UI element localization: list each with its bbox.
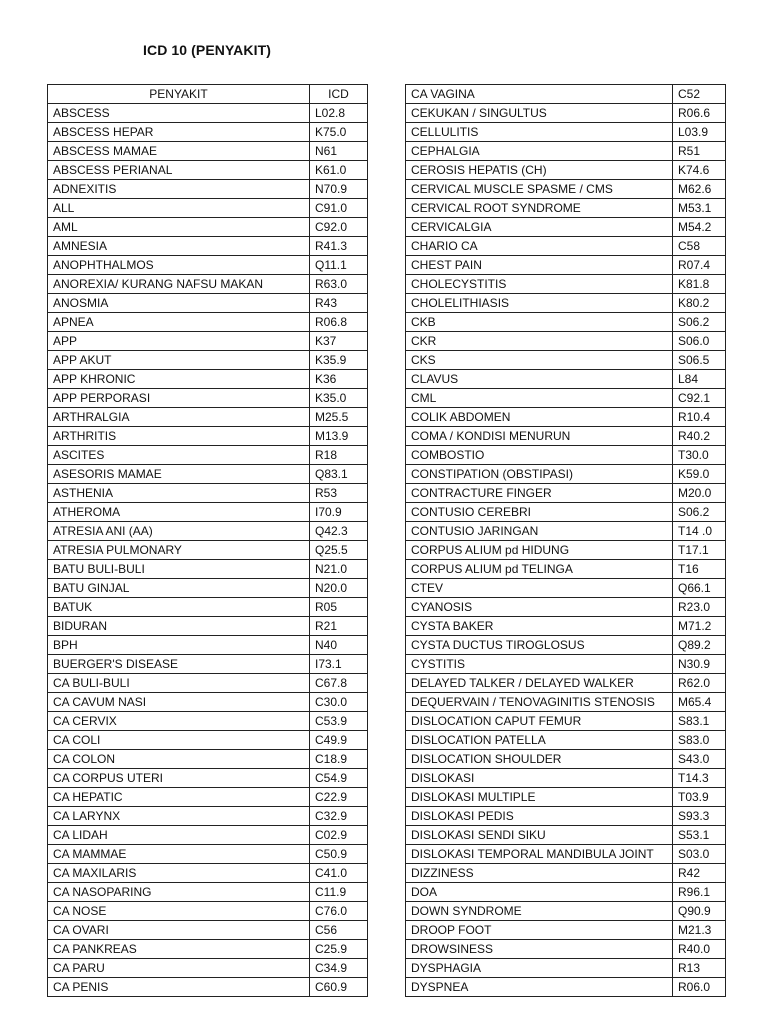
icd-code-cell: N20.0	[310, 579, 368, 598]
icd-code-cell: R51	[673, 142, 726, 161]
disease-name-cell: CTEV	[406, 579, 673, 598]
disease-name-cell: DISLOKASI	[406, 769, 673, 788]
icd-code-cell: C02.9	[310, 826, 368, 845]
table-row	[48, 256, 368, 275]
table-row	[406, 845, 726, 864]
table-row	[48, 750, 368, 769]
icd-code-cell: C22.9	[310, 788, 368, 807]
table-row	[406, 123, 726, 142]
disease-name-cell: CHEST PAIN	[406, 256, 673, 275]
disease-name-cell: ASTHENIA	[48, 484, 310, 503]
table-row	[406, 237, 726, 256]
table-row	[406, 560, 726, 579]
icd-code-cell: R10.4	[673, 408, 726, 427]
disease-name-cell: CKR	[406, 332, 673, 351]
table-row	[48, 598, 368, 617]
disease-name-cell: DROOP FOOT	[406, 921, 673, 940]
disease-name-cell: CONTUSIO JARINGAN	[406, 522, 673, 541]
table-row	[48, 427, 368, 446]
table-row	[48, 237, 368, 256]
disease-name-cell: ATRESIA PULMONARY	[48, 541, 310, 560]
icd-code-cell: S93.3	[673, 807, 726, 826]
icd-code-cell: K36	[310, 370, 368, 389]
icd-code-cell: C58	[673, 237, 726, 256]
disease-name-cell: CYSTA DUCTUS TIROGLOSUS	[406, 636, 673, 655]
table-row	[406, 161, 726, 180]
table-row	[48, 408, 368, 427]
disease-name-cell: CYSTITIS	[406, 655, 673, 674]
icd-code-cell: K75.0	[310, 123, 368, 142]
table-row	[406, 693, 726, 712]
disease-name-cell: BUERGER'S DISEASE	[48, 655, 310, 674]
table-row	[48, 446, 368, 465]
table-row	[48, 389, 368, 408]
table-row	[406, 332, 726, 351]
table-row	[48, 142, 368, 161]
disease-name-cell: DISLOKASI MULTIPLE	[406, 788, 673, 807]
table-row	[48, 617, 368, 636]
table-row	[406, 142, 726, 161]
disease-name-cell: APNEA	[48, 313, 310, 332]
table-row	[406, 978, 726, 997]
disease-name-cell: DROWSINESS	[406, 940, 673, 959]
icd-code-cell: T14 .0	[673, 522, 726, 541]
disease-name-cell: CERVICAL MUSCLE SPASME / CMS	[406, 180, 673, 199]
icd-code-cell: N70.9	[310, 180, 368, 199]
table-row	[406, 864, 726, 883]
icd-code-cell: Q25.5	[310, 541, 368, 560]
disease-name-cell: ATHEROMA	[48, 503, 310, 522]
disease-name-cell: CA COLON	[48, 750, 310, 769]
table-row	[48, 275, 368, 294]
header-penyakit: PENYAKIT	[48, 85, 310, 104]
table-row	[48, 351, 368, 370]
icd-code-cell: N21.0	[310, 560, 368, 579]
disease-name-cell: CA PARU	[48, 959, 310, 978]
disease-name-cell: ALL	[48, 199, 310, 218]
icd-code-cell: R13	[673, 959, 726, 978]
disease-name-cell: ANOPHTHALMOS	[48, 256, 310, 275]
disease-name-cell: DISLOKASI SENDI SIKU	[406, 826, 673, 845]
table-row	[48, 769, 368, 788]
icd-code-cell: S06.2	[673, 313, 726, 332]
table-row	[48, 674, 368, 693]
disease-name-cell: DEQUERVAIN / TENOVAGINITIS STENOSIS	[406, 693, 673, 712]
icd-code-cell: C52	[673, 85, 726, 104]
icd-code-cell: C11.9	[310, 883, 368, 902]
table-row	[406, 503, 726, 522]
table-row	[48, 959, 368, 978]
icd-code-cell: C92.0	[310, 218, 368, 237]
icd-code-cell: C50.9	[310, 845, 368, 864]
icd-code-cell: Q90.9	[673, 902, 726, 921]
table-row	[48, 978, 368, 997]
icd-code-cell: S83.1	[673, 712, 726, 731]
table-row	[406, 104, 726, 123]
icd-code-cell: T14.3	[673, 769, 726, 788]
table-row	[406, 522, 726, 541]
icd-code-cell: R06.6	[673, 104, 726, 123]
icd-code-cell: K59.0	[673, 465, 726, 484]
disease-name-cell: BATU GINJAL	[48, 579, 310, 598]
icd-code-cell: M71.2	[673, 617, 726, 636]
table-row	[406, 921, 726, 940]
disease-name-cell: CA OVARI	[48, 921, 310, 940]
icd-code-cell: K74.6	[673, 161, 726, 180]
icd-code-cell: T30.0	[673, 446, 726, 465]
icd-code-cell: C53.9	[310, 712, 368, 731]
icd-code-cell: R40.2	[673, 427, 726, 446]
disease-name-cell: CA NOSE	[48, 902, 310, 921]
icd-code-cell: S06.0	[673, 332, 726, 351]
disease-name-cell: CA LIDAH	[48, 826, 310, 845]
table-body-right	[406, 85, 726, 997]
icd-code-cell: L03.9	[673, 123, 726, 142]
icd-code-cell: C76.0	[310, 902, 368, 921]
icd-code-cell: R40.0	[673, 940, 726, 959]
table-row	[406, 788, 726, 807]
icd-code-cell: M21.3	[673, 921, 726, 940]
table-row	[406, 408, 726, 427]
table-row	[406, 636, 726, 655]
icd-code-cell: T16	[673, 560, 726, 579]
icd-code-cell: M54.2	[673, 218, 726, 237]
disease-name-cell: ASESORIS MAMAE	[48, 465, 310, 484]
icd-code-cell: R18	[310, 446, 368, 465]
disease-name-cell: ABSCESS	[48, 104, 310, 123]
icd-code-cell: N40	[310, 636, 368, 655]
icd-code-cell: C41.0	[310, 864, 368, 883]
icd-code-cell: C18.9	[310, 750, 368, 769]
disease-name-cell: ANOSMIA	[48, 294, 310, 313]
table-row	[48, 807, 368, 826]
table-header-row	[48, 85, 368, 104]
table-row	[48, 294, 368, 313]
table-row	[48, 921, 368, 940]
disease-name-cell: DISLOCATION PATELLA	[406, 731, 673, 750]
table-row	[406, 199, 726, 218]
table-row	[406, 484, 726, 503]
disease-name-cell: CA NASOPARING	[48, 883, 310, 902]
disease-name-cell: ANOREXIA/ KURANG NAFSU MAKAN	[48, 275, 310, 294]
disease-name-cell: APP KHRONIC	[48, 370, 310, 389]
disease-name-cell: DISLOCATION CAPUT FEMUR	[406, 712, 673, 731]
disease-name-cell: AMNESIA	[48, 237, 310, 256]
icd-code-cell: S43.0	[673, 750, 726, 769]
icd-code-cell: C25.9	[310, 940, 368, 959]
table-body-left	[48, 104, 368, 997]
table-row	[406, 959, 726, 978]
icd-code-cell: K80.2	[673, 294, 726, 313]
disease-name-cell: ABSCESS HEPAR	[48, 123, 310, 142]
disease-name-cell: ARTHRALGIA	[48, 408, 310, 427]
table-row	[406, 731, 726, 750]
disease-name-cell: CEPHALGIA	[406, 142, 673, 161]
table-row	[406, 446, 726, 465]
table-row	[406, 275, 726, 294]
disease-name-cell: CA MAMMAE	[48, 845, 310, 864]
icd-code-cell: Q66.1	[673, 579, 726, 598]
icd-code-cell: R21	[310, 617, 368, 636]
disease-name-cell: CEROSIS HEPATIS (CH)	[406, 161, 673, 180]
icd-code-cell: R06.8	[310, 313, 368, 332]
table-row	[406, 427, 726, 446]
icd-table-left	[47, 84, 368, 997]
table-row	[406, 826, 726, 845]
page-title: ICD 10 (PENYAKIT)	[143, 42, 271, 58]
disease-name-cell: CA COLI	[48, 731, 310, 750]
table-row	[406, 85, 726, 104]
icd-code-cell: M65.4	[673, 693, 726, 712]
disease-name-cell: CA PANKREAS	[48, 940, 310, 959]
table-row	[406, 370, 726, 389]
disease-name-cell: DOWN SYNDROME	[406, 902, 673, 921]
disease-name-cell: DISLOKASI TEMPORAL MANDIBULA JOINT	[406, 845, 673, 864]
disease-name-cell: CA CAVUM NASI	[48, 693, 310, 712]
icd-code-cell: K37	[310, 332, 368, 351]
table-row	[48, 940, 368, 959]
table-row	[406, 579, 726, 598]
table-row	[48, 161, 368, 180]
icd-code-cell: M25.5	[310, 408, 368, 427]
icd-table-right	[405, 84, 726, 997]
icd-code-cell: R96.1	[673, 883, 726, 902]
disease-name-cell: CHOLELITHIASIS	[406, 294, 673, 313]
disease-name-cell: ABSCESS PERIANAL	[48, 161, 310, 180]
icd-code-cell: S83.0	[673, 731, 726, 750]
icd-code-cell: R63.0	[310, 275, 368, 294]
table-row	[48, 845, 368, 864]
table-row	[48, 180, 368, 199]
icd-code-cell: C91.0	[310, 199, 368, 218]
table-row	[48, 864, 368, 883]
icd-code-cell: Q89.2	[673, 636, 726, 655]
disease-name-cell: APP PERPORASI	[48, 389, 310, 408]
disease-name-cell: CA MAXILARIS	[48, 864, 310, 883]
disease-name-cell: CEKUKAN / SINGULTUS	[406, 104, 673, 123]
table-row	[406, 180, 726, 199]
table-row	[48, 332, 368, 351]
table-row	[48, 370, 368, 389]
disease-name-cell: CHOLECYSTITIS	[406, 275, 673, 294]
disease-name-cell: BATU BULI-BULI	[48, 560, 310, 579]
icd-code-cell: K81.8	[673, 275, 726, 294]
disease-name-cell: COMA / KONDISI MENURUN	[406, 427, 673, 446]
disease-name-cell: BIDURAN	[48, 617, 310, 636]
table-row	[48, 655, 368, 674]
table-row	[406, 294, 726, 313]
header-icd: ICD	[310, 85, 368, 104]
disease-name-cell: CELLULITIS	[406, 123, 673, 142]
table-row	[48, 902, 368, 921]
disease-name-cell: CA CORPUS UTERI	[48, 769, 310, 788]
icd-code-cell: C92.1	[673, 389, 726, 408]
icd-code-cell: R23.0	[673, 598, 726, 617]
icd-code-cell: Q11.1	[310, 256, 368, 275]
icd-code-cell: R42	[673, 864, 726, 883]
icd-code-cell: C56	[310, 921, 368, 940]
icd-code-cell: I70.9	[310, 503, 368, 522]
icd-code-cell: S06.2	[673, 503, 726, 522]
table-row	[48, 693, 368, 712]
table-row	[48, 313, 368, 332]
disease-name-cell: COMBOSTIO	[406, 446, 673, 465]
icd-code-cell: C32.9	[310, 807, 368, 826]
table-row	[406, 655, 726, 674]
disease-name-cell: CKS	[406, 351, 673, 370]
icd-code-cell: K35.0	[310, 389, 368, 408]
icd-code-cell: L02.8	[310, 104, 368, 123]
disease-name-cell: CA BULI-BULI	[48, 674, 310, 693]
disease-name-cell: CORPUS ALIUM pd HIDUNG	[406, 541, 673, 560]
table-row	[48, 883, 368, 902]
table-row	[406, 712, 726, 731]
table-row	[406, 617, 726, 636]
disease-name-cell: CML	[406, 389, 673, 408]
disease-name-cell: DYSPNEA	[406, 978, 673, 997]
table-row	[406, 256, 726, 275]
disease-name-cell: CHARIO CA	[406, 237, 673, 256]
table-row	[48, 788, 368, 807]
table-row	[48, 465, 368, 484]
icd-code-cell: R07.4	[673, 256, 726, 275]
icd-code-cell: M53.1	[673, 199, 726, 218]
icd-code-cell: N61	[310, 142, 368, 161]
disease-name-cell: CA VAGINA	[406, 85, 673, 104]
disease-name-cell: CA PENIS	[48, 978, 310, 997]
disease-name-cell: DYSPHAGIA	[406, 959, 673, 978]
table-row	[406, 313, 726, 332]
disease-name-cell: DOA	[406, 883, 673, 902]
disease-name-cell: BPH	[48, 636, 310, 655]
table-row	[48, 712, 368, 731]
table-row	[48, 484, 368, 503]
icd-code-cell: C54.9	[310, 769, 368, 788]
table-row	[406, 351, 726, 370]
table-row	[406, 902, 726, 921]
disease-name-cell: ADNEXITIS	[48, 180, 310, 199]
icd-code-cell: C30.0	[310, 693, 368, 712]
disease-name-cell: CA LARYNX	[48, 807, 310, 826]
icd-code-cell: T17.1	[673, 541, 726, 560]
disease-name-cell: CLAVUS	[406, 370, 673, 389]
disease-name-cell: APP AKUT	[48, 351, 310, 370]
disease-name-cell: CONTRACTURE FINGER	[406, 484, 673, 503]
table-row	[406, 674, 726, 693]
table-row	[406, 541, 726, 560]
disease-name-cell: AML	[48, 218, 310, 237]
table-row	[406, 940, 726, 959]
icd-code-cell: M62.6	[673, 180, 726, 199]
disease-name-cell: CKB	[406, 313, 673, 332]
icd-code-cell: N30.9	[673, 655, 726, 674]
disease-name-cell: DISLOKASI PEDIS	[406, 807, 673, 826]
icd-code-cell: R05	[310, 598, 368, 617]
table-row	[406, 769, 726, 788]
icd-code-cell: S53.1	[673, 826, 726, 845]
table-row	[48, 636, 368, 655]
icd-code-cell: Q83.1	[310, 465, 368, 484]
icd-code-cell: S03.0	[673, 845, 726, 864]
disease-name-cell: CYSTA BAKER	[406, 617, 673, 636]
disease-name-cell: CERVICALGIA	[406, 218, 673, 237]
icd-code-cell: S06.5	[673, 351, 726, 370]
disease-name-cell: CERVICAL ROOT SYNDROME	[406, 199, 673, 218]
disease-name-cell: DISLOCATION SHOULDER	[406, 750, 673, 769]
disease-name-cell: CORPUS ALIUM pd TELINGA	[406, 560, 673, 579]
icd-code-cell: R62.0	[673, 674, 726, 693]
table-row	[48, 503, 368, 522]
icd-code-cell: T03.9	[673, 788, 726, 807]
disease-name-cell: CA CERVIX	[48, 712, 310, 731]
disease-name-cell: COLIK ABDOMEN	[406, 408, 673, 427]
disease-name-cell: CONTUSIO CEREBRI	[406, 503, 673, 522]
table-row	[406, 598, 726, 617]
disease-name-cell: DELAYED TALKER / DELAYED WALKER	[406, 674, 673, 693]
table-row	[48, 731, 368, 750]
disease-name-cell: CONSTIPATION (OBSTIPASI)	[406, 465, 673, 484]
table-row	[48, 123, 368, 142]
table-row	[48, 218, 368, 237]
table-row	[48, 104, 368, 123]
disease-name-cell: ABSCESS MAMAE	[48, 142, 310, 161]
icd-code-cell: I73.1	[310, 655, 368, 674]
table-row	[48, 579, 368, 598]
icd-code-cell: M13.9	[310, 427, 368, 446]
icd-code-cell: K35.9	[310, 351, 368, 370]
disease-name-cell: ATRESIA ANI (AA)	[48, 522, 310, 541]
table-row	[406, 389, 726, 408]
disease-name-cell: ASCITES	[48, 446, 310, 465]
table-row	[406, 750, 726, 769]
table-row	[48, 199, 368, 218]
icd-code-cell: C67.8	[310, 674, 368, 693]
table-row	[48, 826, 368, 845]
table-row	[48, 560, 368, 579]
icd-code-cell: L84	[673, 370, 726, 389]
table-row	[48, 541, 368, 560]
table-row	[406, 807, 726, 826]
icd-code-cell: Q42.3	[310, 522, 368, 541]
icd-code-cell: R43	[310, 294, 368, 313]
icd-code-cell: K61.0	[310, 161, 368, 180]
disease-name-cell: CYANOSIS	[406, 598, 673, 617]
icd-code-cell: R53	[310, 484, 368, 503]
disease-name-cell: CA HEPATIC	[48, 788, 310, 807]
icd-code-cell: R41.3	[310, 237, 368, 256]
disease-name-cell: APP	[48, 332, 310, 351]
table-row	[406, 883, 726, 902]
icd-code-cell: C49.9	[310, 731, 368, 750]
disease-name-cell: ARTHRITIS	[48, 427, 310, 446]
table-row	[48, 522, 368, 541]
icd-code-cell: C60.9	[310, 978, 368, 997]
icd-code-cell: C34.9	[310, 959, 368, 978]
disease-name-cell: DIZZINESS	[406, 864, 673, 883]
icd-code-cell: M20.0	[673, 484, 726, 503]
table-row	[406, 218, 726, 237]
table-row	[406, 465, 726, 484]
icd-code-cell: R06.0	[673, 978, 726, 997]
disease-name-cell: BATUK	[48, 598, 310, 617]
